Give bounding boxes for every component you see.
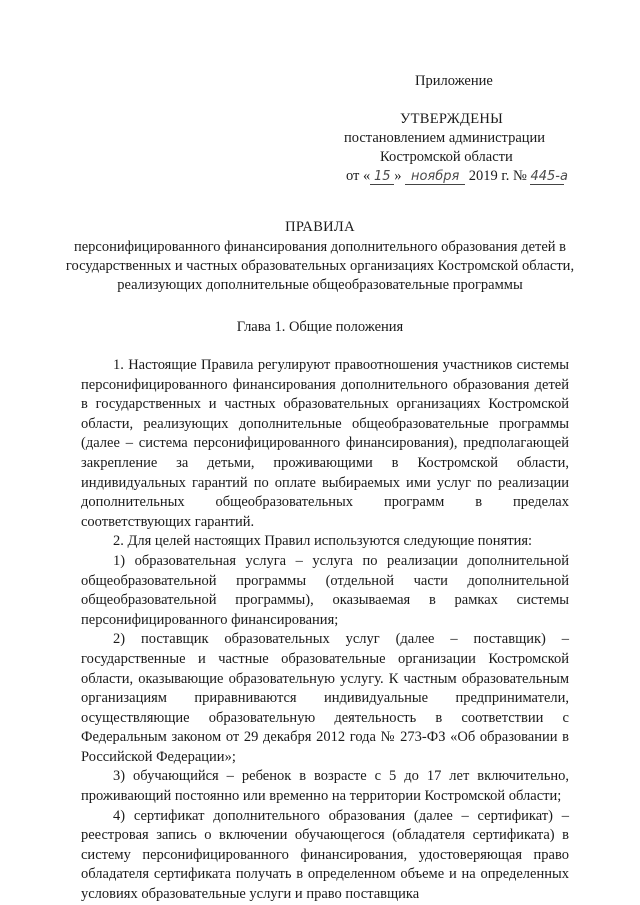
document-body	[81, 356, 569, 905]
paragraph: 4) сертификат дополнительного образования (далее – сертификат) – реестровая запись о включении обучающегося (обладателя сертификата) в систему персонифицированного финансирования, удостоверяющая право обладателя сертификата получать в определенном объеме и на определенных условиях образовательные услуги и право поставщика	[81, 807, 569, 903]
chapter-heading: Глава 1. Общие положения	[236, 319, 404, 335]
approval-date-line	[346, 167, 568, 186]
paragraph: 1. Настоящие Правила регулируют правоотношения участников системы персонифицированного финансирования дополнительного образования детей в государственных и частных образовательных организациях Костромской области, реализующих дополнительные общеобразовательные программы (далее – система персонифицированного финансирования), предполагающей закрепление за детьми, проживающими в Костромской области, индивидуальных гарантий по оплате выбираемых ими услуг по реализации дополнительных общеобразовательных программ в пределах соответствующих гарантий.	[81, 357, 569, 530]
paragraph: 2. Для целей настоящих Правил используются следующие понятия:	[113, 533, 533, 550]
rules-title: ПРАВИЛА	[285, 219, 355, 235]
paragraph: 3) обучающийся – ребенок в возрасте с 5 до 17 лет включительно, проживающий постоянно или временно на территории Костромской области;	[81, 768, 569, 805]
approved-region: Костромской области	[380, 149, 513, 165]
rules-subtitle: персонифицированного финансирования дополнительного образования детей в государственных и частных образовательных организациях Костромской области, реализующих дополнительные общеобразовательные программы	[65, 239, 575, 293]
date-year: 2019 г. №	[468, 168, 527, 184]
paragraph: 2) поставщик образовательных услуг (далее – поставщик) – государственные и частные образовательные организации Костромской области, оказывающие образовательную услугу. К частным образовательным организациям приравниваются индивидуальные предприниматели, осуществляющие образовательную деятельность в соответствии с Федеральным законом от 29 декабря 2012 года № 273-ФЗ «Об образовании в Российской Федерации»;	[81, 631, 569, 765]
document-number: 445-а	[530, 169, 568, 184]
approved-by: постановлением администрации	[344, 130, 546, 146]
paragraph: 1) образовательная услуга – услуга по реализации дополнительной общеобразовательной программы (отдельной части дополнительной общеобразовательной программы), оказываемая в рамках системы персонифицированного финансирования;	[81, 552, 569, 628]
approved-label: УТВЕРЖДЕНЫ	[400, 111, 504, 127]
date-prefix: от «	[346, 168, 371, 184]
date-mid: »	[394, 168, 402, 184]
annex-label: Приложение	[415, 73, 493, 89]
date-day: 15	[370, 169, 394, 185]
date-month: ноября	[405, 169, 465, 185]
